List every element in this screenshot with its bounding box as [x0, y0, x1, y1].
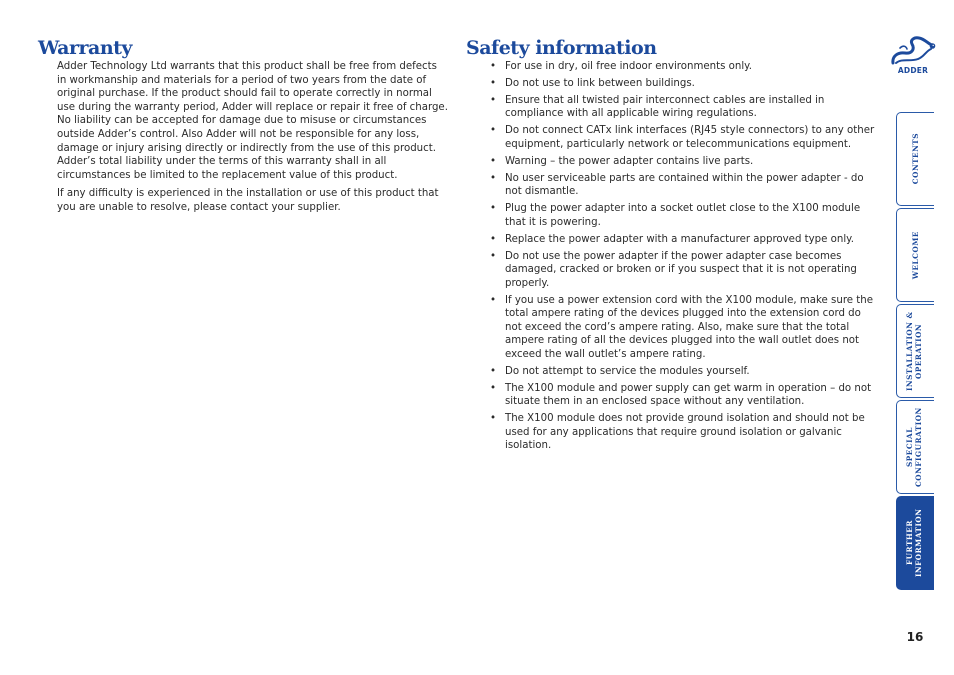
safety-list	[490, 60, 878, 456]
safety-item-text: Do not use the power adapter if the power adapter case becomes damaged, cracked or broken or if you suspect that it is not operating properly.	[505, 250, 857, 289]
tab-special-configuration[interactable]	[896, 400, 934, 494]
safety-item-text: Ensure that all twisted pair interconnect cables are installed in compliance with all applicable wiring regulations.	[505, 94, 825, 120]
bullet-icon: •	[490, 250, 497, 262]
safety-item-text: Warning – the power adapter contains live parts.	[505, 155, 754, 167]
safety-list-item	[490, 250, 878, 291]
safety-list-item	[490, 233, 878, 247]
warranty-paragraph: Adder Technology Ltd warrants that this product shall be free from defects in workmanship and materials for a period of two years from the date of original purchase. If the product should fail to operate correctly in normal use during the warranty period, Adder will replace or repair it free of charge. No liability can be accepted for damage due to misuse or circumstances outside Adder’s control. Also Adder will not be responsible for any loss, damage or injury arising directly or indirectly from the use of this product. Adder’s total liability under the terms of this warranty shall in all circumstances be limited to the replacement value of this product.	[57, 61, 448, 181]
bullet-icon: •	[490, 94, 497, 106]
safety-item-text: Do not attempt to service the modules yourself.	[505, 365, 750, 377]
bullet-icon: •	[490, 61, 497, 72]
safety-item-text: Do not connect CATx link interfaces (RJ45 style connectors) to any other equipment, particularly network or telecommunications equipment.	[505, 125, 875, 150]
safety-list-item	[490, 77, 878, 91]
tab-welcome[interactable]	[896, 208, 934, 302]
adder-snake-logo-icon	[888, 36, 938, 66]
safety-item-text: The X100 module and power supply can get warm in operation – do not situate them in an enclosed space without any ventilation.	[505, 382, 872, 408]
safety-item-text: The X100 module does not provide ground isolation and should not be used for any applications that require ground isolation or galvanic isolation.	[505, 413, 865, 452]
warranty-heading: Warranty	[38, 37, 132, 59]
safety-item-text: Plug the power adapter into a socket outlet close to the X100 module that it is powering.	[505, 203, 861, 228]
safety-list-item	[490, 94, 878, 121]
safety-list-item	[490, 382, 878, 409]
bullet-icon: •	[490, 203, 497, 215]
bullet-icon: •	[490, 365, 497, 377]
tab-label: INSTALLATION & OPERATION	[904, 311, 923, 391]
safety-list-item	[490, 172, 878, 199]
bullet-icon: •	[490, 77, 497, 89]
safety-list-item	[490, 202, 878, 229]
logo-wordmark: ADDER	[897, 66, 929, 75]
bullet-icon: •	[490, 294, 497, 306]
bullet-icon: •	[490, 155, 497, 167]
tab-label: WELCOME	[911, 230, 920, 280]
tab-label: CONTENTS	[911, 133, 920, 185]
safety-list-item	[490, 365, 878, 379]
warranty-body	[57, 60, 449, 220]
safety-list-item	[490, 294, 878, 362]
bullet-icon: •	[490, 172, 497, 184]
tab-label: FURTHER INFORMATION	[904, 508, 923, 578]
safety-item-text: Replace the power adapter with a manufacturer approved type only.	[505, 233, 854, 245]
safety-list-item	[490, 412, 878, 453]
safety-list-item	[490, 124, 878, 151]
bullet-icon: •	[490, 413, 497, 425]
safety-heading: Safety information	[466, 37, 657, 59]
page-number: 16	[906, 630, 924, 644]
safety-list-item	[490, 60, 878, 74]
tab-contents[interactable]	[896, 112, 934, 206]
tab-installation-operation[interactable]	[896, 304, 934, 398]
adder-logo	[888, 36, 938, 80]
bullet-icon: •	[490, 233, 497, 245]
safety-item-text: No user serviceable parts are contained within the power adapter - do not dismantle.	[505, 172, 864, 198]
warranty-paragraph: If any difficulty is experienced in the installation or use of this product that you are unable to resolve, please contact your supplier.	[57, 188, 439, 213]
safety-item-text: If you use a power extension cord with the X100 module, make sure the total ampere rating of the devices plugged into the extension cord do not exceed the cord’s ampere rating. Also, make sure that the total ampere rating of all the devices plugged into the wall outlet does not exceed the wall outlet’s ampere rating.	[505, 294, 874, 360]
safety-item-text: For use in dry, oil free indoor environments only.	[505, 61, 752, 72]
tab-further-information[interactable]	[896, 496, 934, 590]
safety-item-text: Do not use to link between buildings.	[505, 77, 695, 89]
bullet-icon: •	[490, 125, 497, 137]
tab-label: SPECIAL CONFIGURATION	[904, 407, 923, 487]
safety-list-item	[490, 155, 878, 169]
bullet-icon: •	[490, 382, 497, 394]
